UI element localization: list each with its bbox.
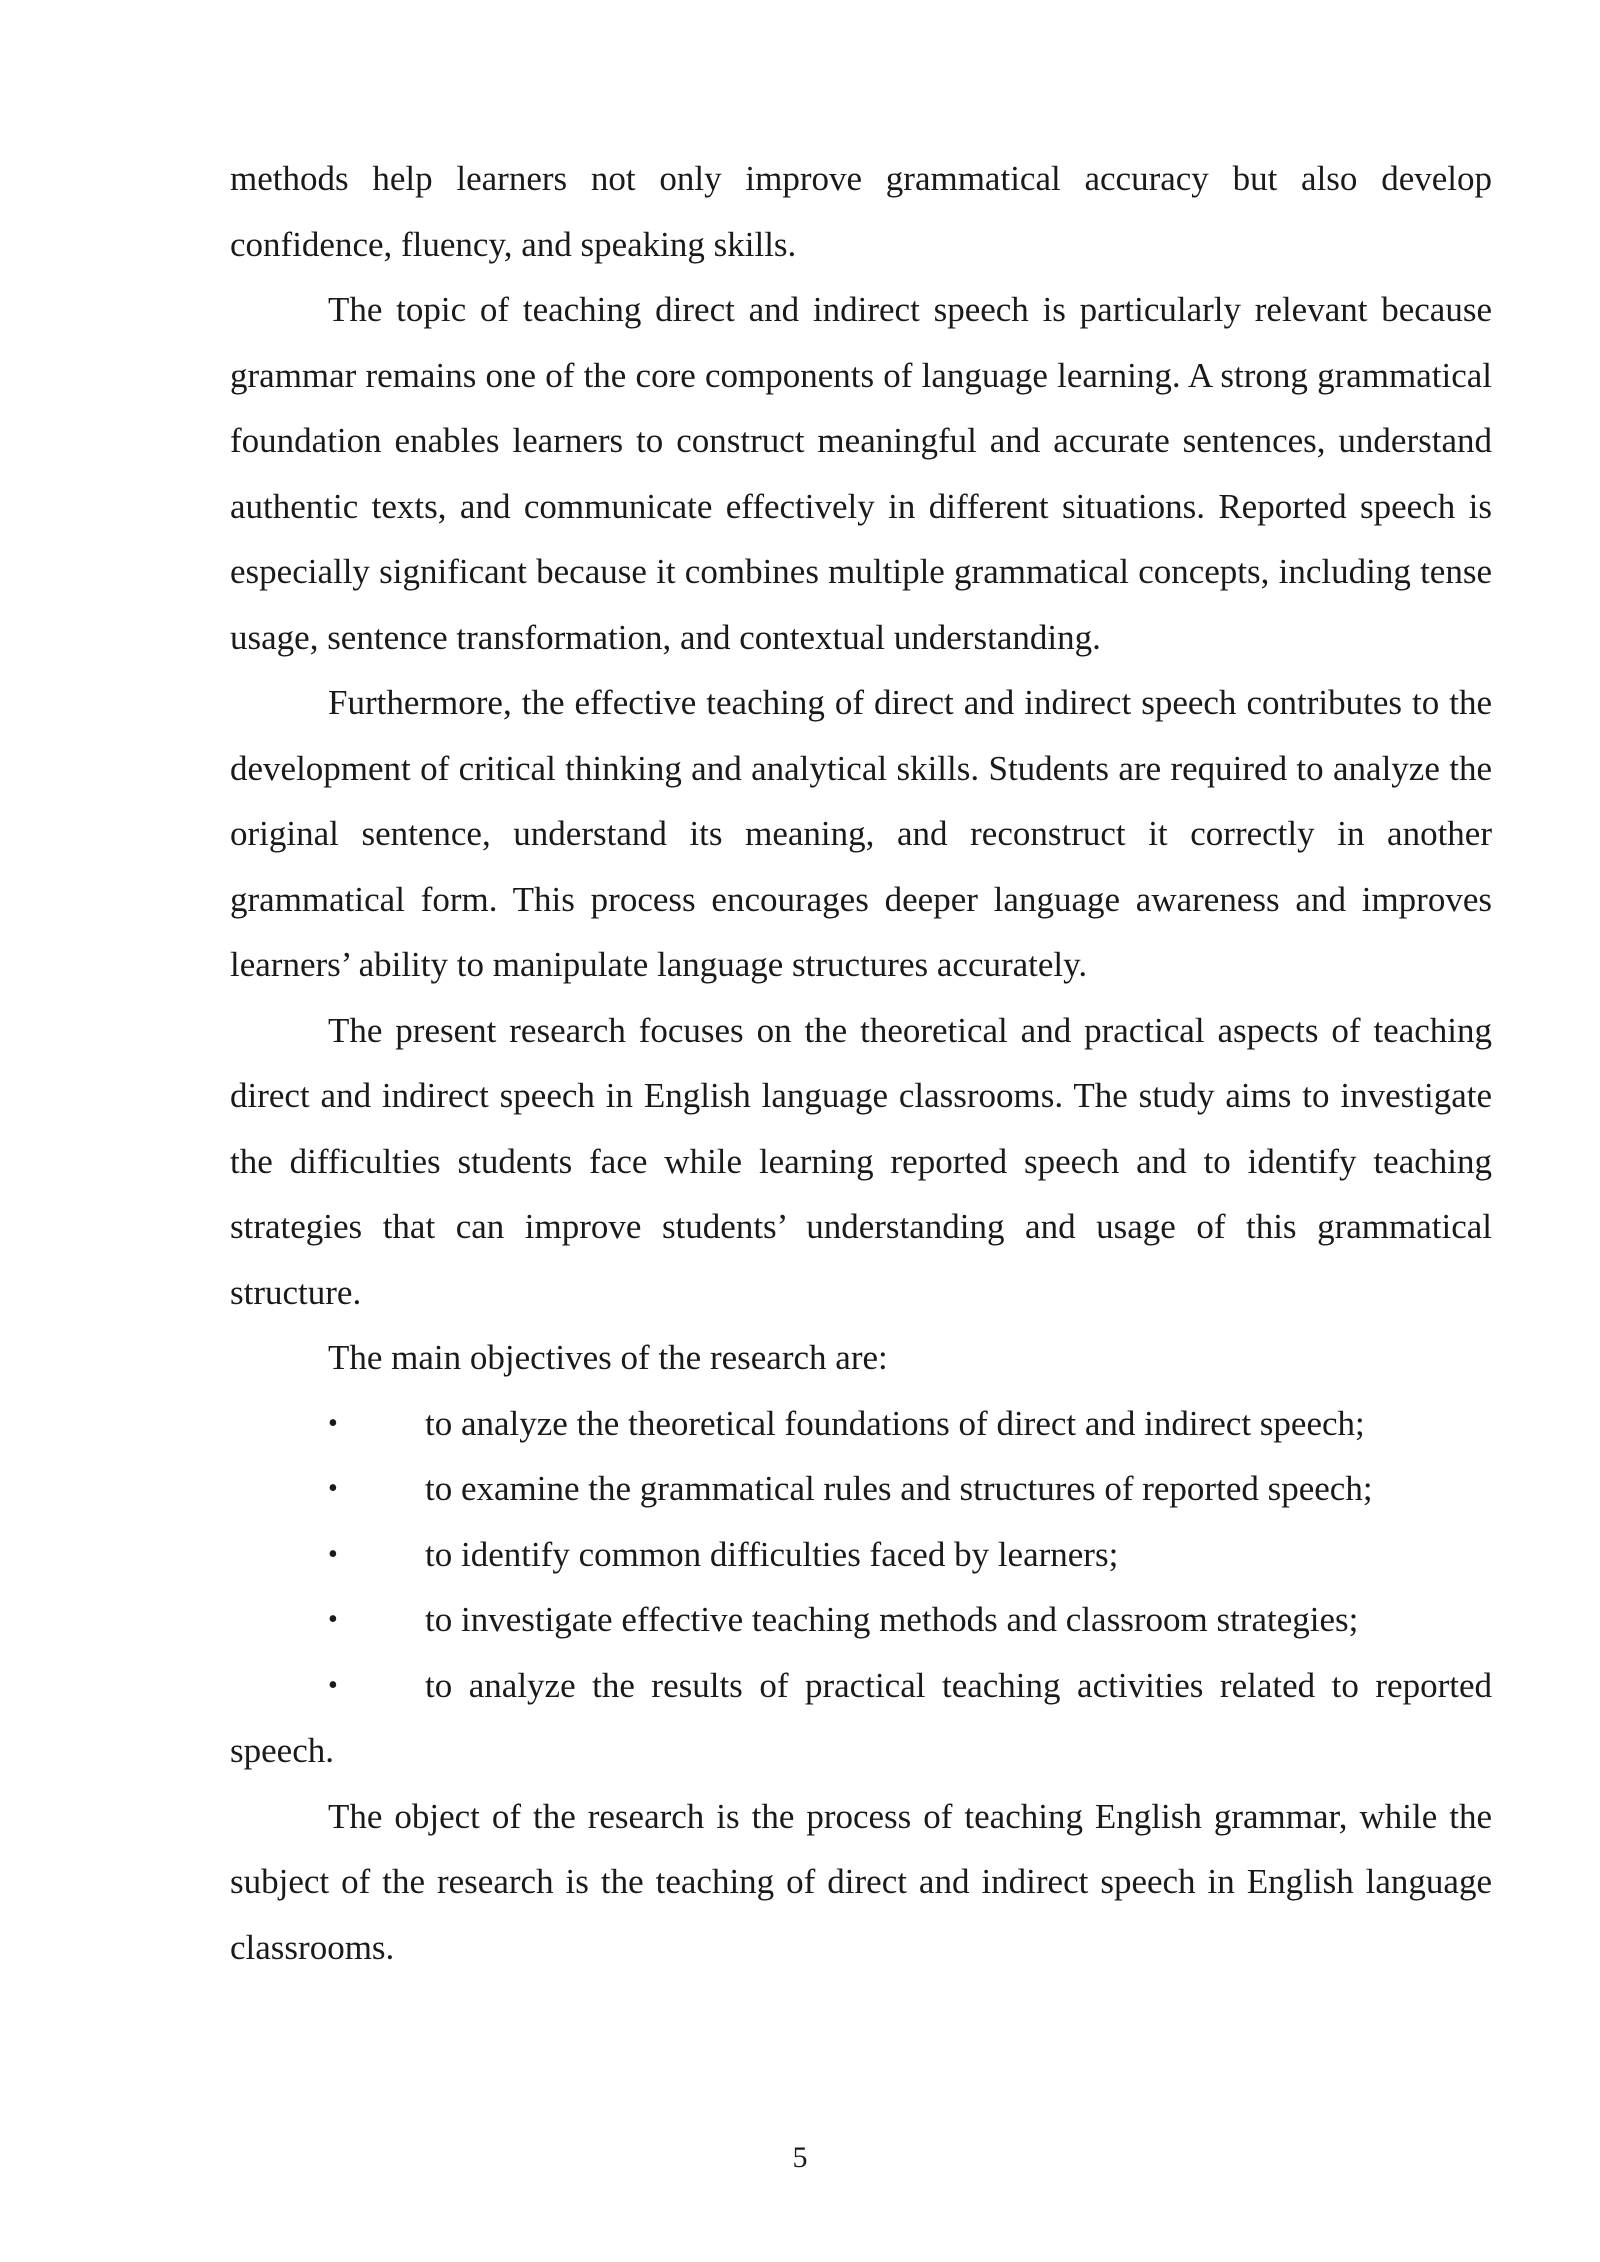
list-item-text: to investigate effective teaching methods and classroom strategies; [425,1600,1359,1639]
bullet-icon: • [328,1473,338,1504]
paragraph-research-focus: The present research focuses on the theoretical and practical aspects of teaching direct and indirect speech in English language classrooms. The study aims to investigate the difficulties students face while learning reported speech and to identify teaching strategies that can improve students’ understanding and usage of this grammatical structure. [230,1010,1492,1312]
bullet-icon: • [328,1604,338,1635]
bullet-icon: • [328,1538,338,1570]
list-item-text: to identify common difficulties faced by learners; [425,1534,1119,1574]
objectives-list [230,1391,1492,1784]
paragraph-topic-relevance: The topic of teaching direct and indirect speech is particularly relevant because grammar remains one of the core components of language learning. A strong grammatical foundation enables learners to construct meaningful and accurate sentences, understand authentic texts, and communicate effectively in different situations. Reported speech is especially significant because it combines multiple grammatical concepts, including tense usage, sentence transformation, and contextual understanding. [230,290,1492,657]
objectives-intro: The main objectives of the research are: [328,1338,888,1377]
list-item [230,1391,1492,1457]
list-item-text: to analyze the theoretical foundations of direct and indirect speech; [425,1403,1365,1443]
page-body [230,146,1492,1980]
list-item-text: to analyze the results of practical teaching activities related to reported speech. [230,1665,1492,1770]
paragraph-critical-thinking: Furthermore, the effective teaching of direct and indirect speech contributes to the development of critical thinking and analytical skills. Students are required to analyze the original sentence, understand its meaning, and reconstruct it correctly in another grammatical form. This process encourages deeper language awareness and improves learners’ ability to manipulate language structures accurately. [230,683,1492,984]
paragraph-continuation: methods help learners not only improve grammatical accuracy but also develop confidence, fluency, and speaking skills. [230,159,1492,264]
bullet-icon: • [328,1669,338,1701]
list-item [230,1653,1492,1784]
page-number: 5 [792,2141,808,2174]
list-item [230,1456,1492,1522]
list-item-text: to examine the grammatical rules and structures of reported speech; [425,1469,1373,1508]
list-item [230,1522,1492,1588]
list-item [230,1587,1492,1653]
bullet-icon: • [328,1407,338,1439]
paragraph-object-subject: The object of the research is the process of teaching English grammar, while the subject of the research is the teaching of direct and indirect speech in English language classrooms. [230,1796,1492,1967]
